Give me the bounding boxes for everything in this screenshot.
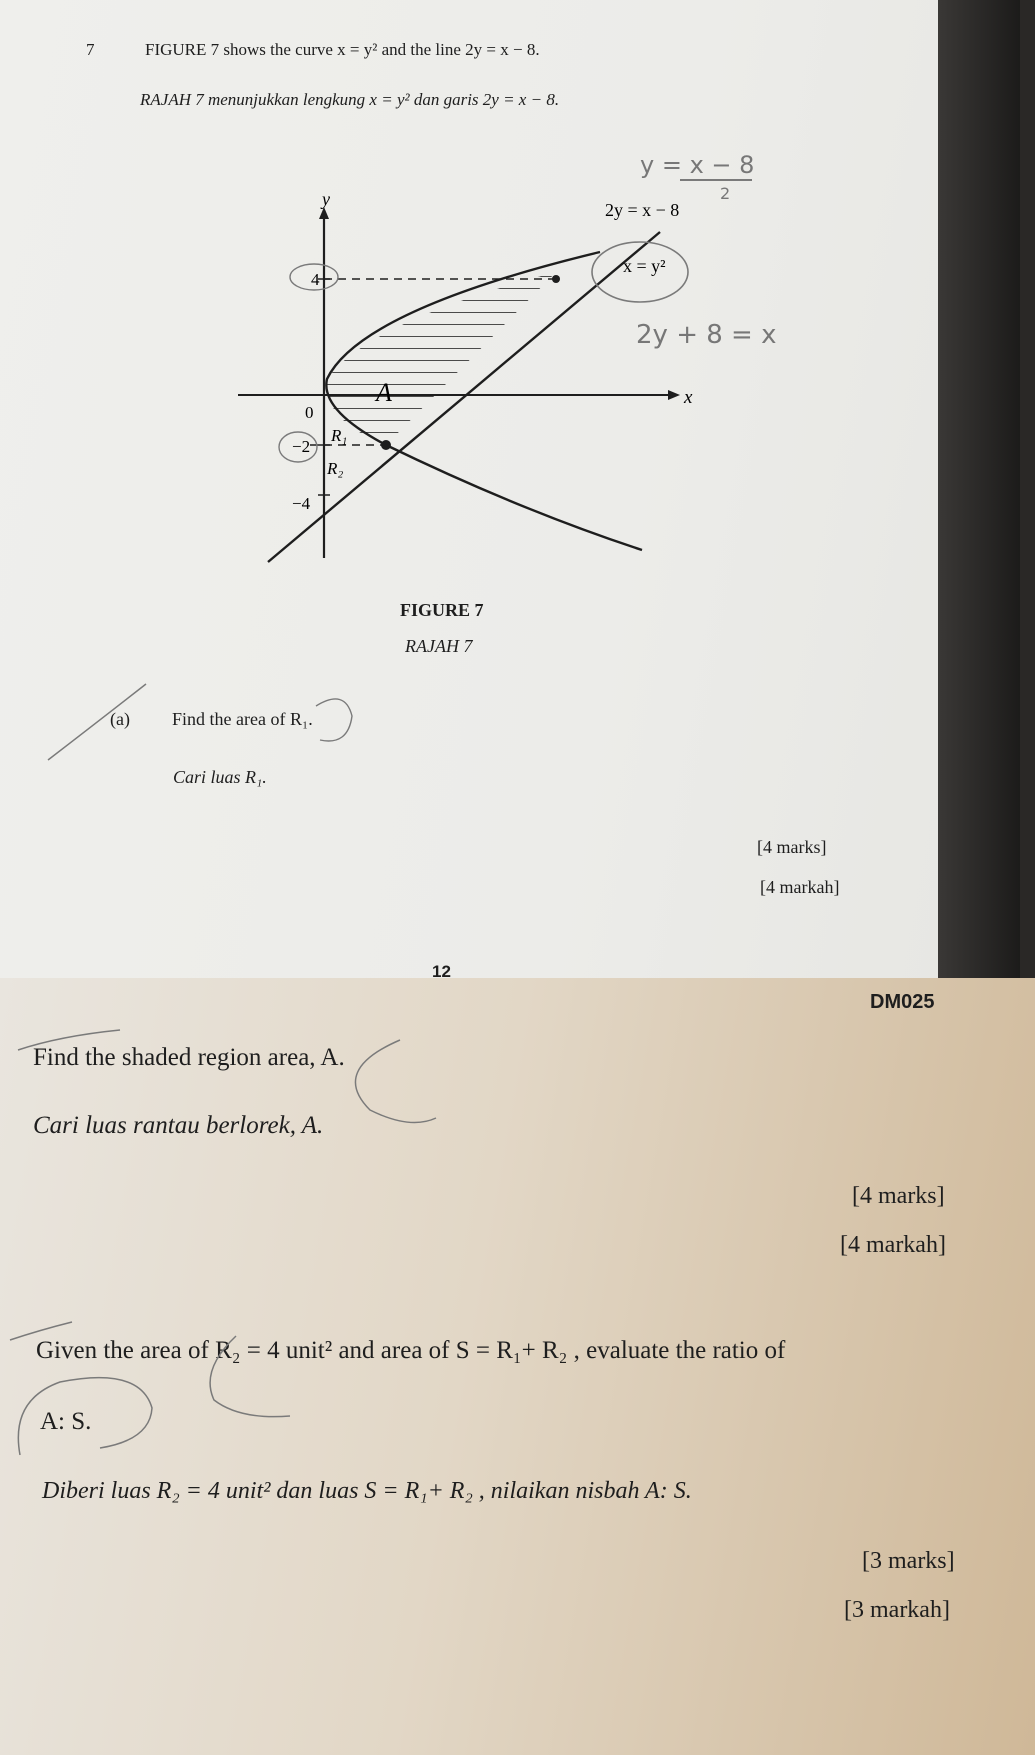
page-number: 12 (432, 962, 451, 981)
region-label-r2: R₂ (327, 459, 344, 478)
x-axis-label: x (684, 387, 693, 408)
part-c-question-en: Given the area of R₂ = 4 unit² and area of S = R₁+ R₂ , evaluate the ratio of (36, 1337, 786, 1364)
part-c-marks-en: [3 marks] (862, 1548, 955, 1574)
course-code: DM025 (870, 991, 935, 1013)
part-a-marks-ms: [4 markah] (760, 877, 840, 897)
part-b-marks-ms: [4 markah] (840, 1232, 946, 1258)
part-a-label: (a) (110, 709, 130, 729)
question-number: 7 (86, 40, 95, 59)
curve-label: x = y² (623, 256, 666, 276)
part-a-question-ms: Cari luas R₁. (173, 767, 267, 787)
y-axis-label: y (322, 189, 330, 209)
part-c-marks-ms: [3 markah] (844, 1597, 950, 1623)
part-c-ratio: A: S. (40, 1408, 92, 1435)
pencil-slash-part-c (10, 1322, 72, 1340)
tick-label-0: 0 (305, 403, 314, 422)
figure-caption-en: FIGURE 7 (400, 600, 484, 620)
part-b-question-ms: Cari luas rantau berlorek, A. (33, 1112, 324, 1139)
pencil-slash-part-b (18, 1030, 120, 1050)
part-b-question-en: Find the shaded region area, A. (33, 1044, 345, 1071)
question-intro-en: FIGURE 7 shows the curve x = y² and the line 2y = x − 8. (145, 40, 540, 59)
region-label-a: A (376, 378, 392, 407)
line-label: 2y = x − 8 (605, 200, 680, 220)
part-b-marks-en: [4 marks] (852, 1183, 945, 1209)
part-a-marks-en: [4 marks] (757, 837, 827, 857)
tick-label-4: 4 (311, 270, 320, 289)
handwriting-note-1: y = x − 8 (640, 151, 755, 179)
figure-caption-ms: RAJAH 7 (405, 636, 473, 656)
handwriting-note-2: 2y + 8 = x (636, 320, 777, 350)
handwriting-note-1-denominator: 2 (720, 184, 731, 203)
tick-label-neg2: −2 (292, 437, 311, 456)
part-a-question-en: Find the area of R₁. (172, 709, 313, 729)
region-label-r1: R₁ (331, 426, 348, 445)
pencil-circle-r2 (210, 1336, 290, 1417)
part-c-question-ms: Diberi luas R₂ = 4 unit² dan luas S = R₁+ R₂ , nilaikan nisbah A: S. (42, 1478, 692, 1504)
pencil-circle-ratio (18, 1378, 152, 1455)
pencil-circle-part-b (355, 1040, 436, 1123)
question-intro-ms: RAJAH 7 menunjukkan lengkung x = y² dan garis 2y = x − 8. (140, 90, 560, 109)
tick-label-neg4: −4 (292, 494, 311, 513)
